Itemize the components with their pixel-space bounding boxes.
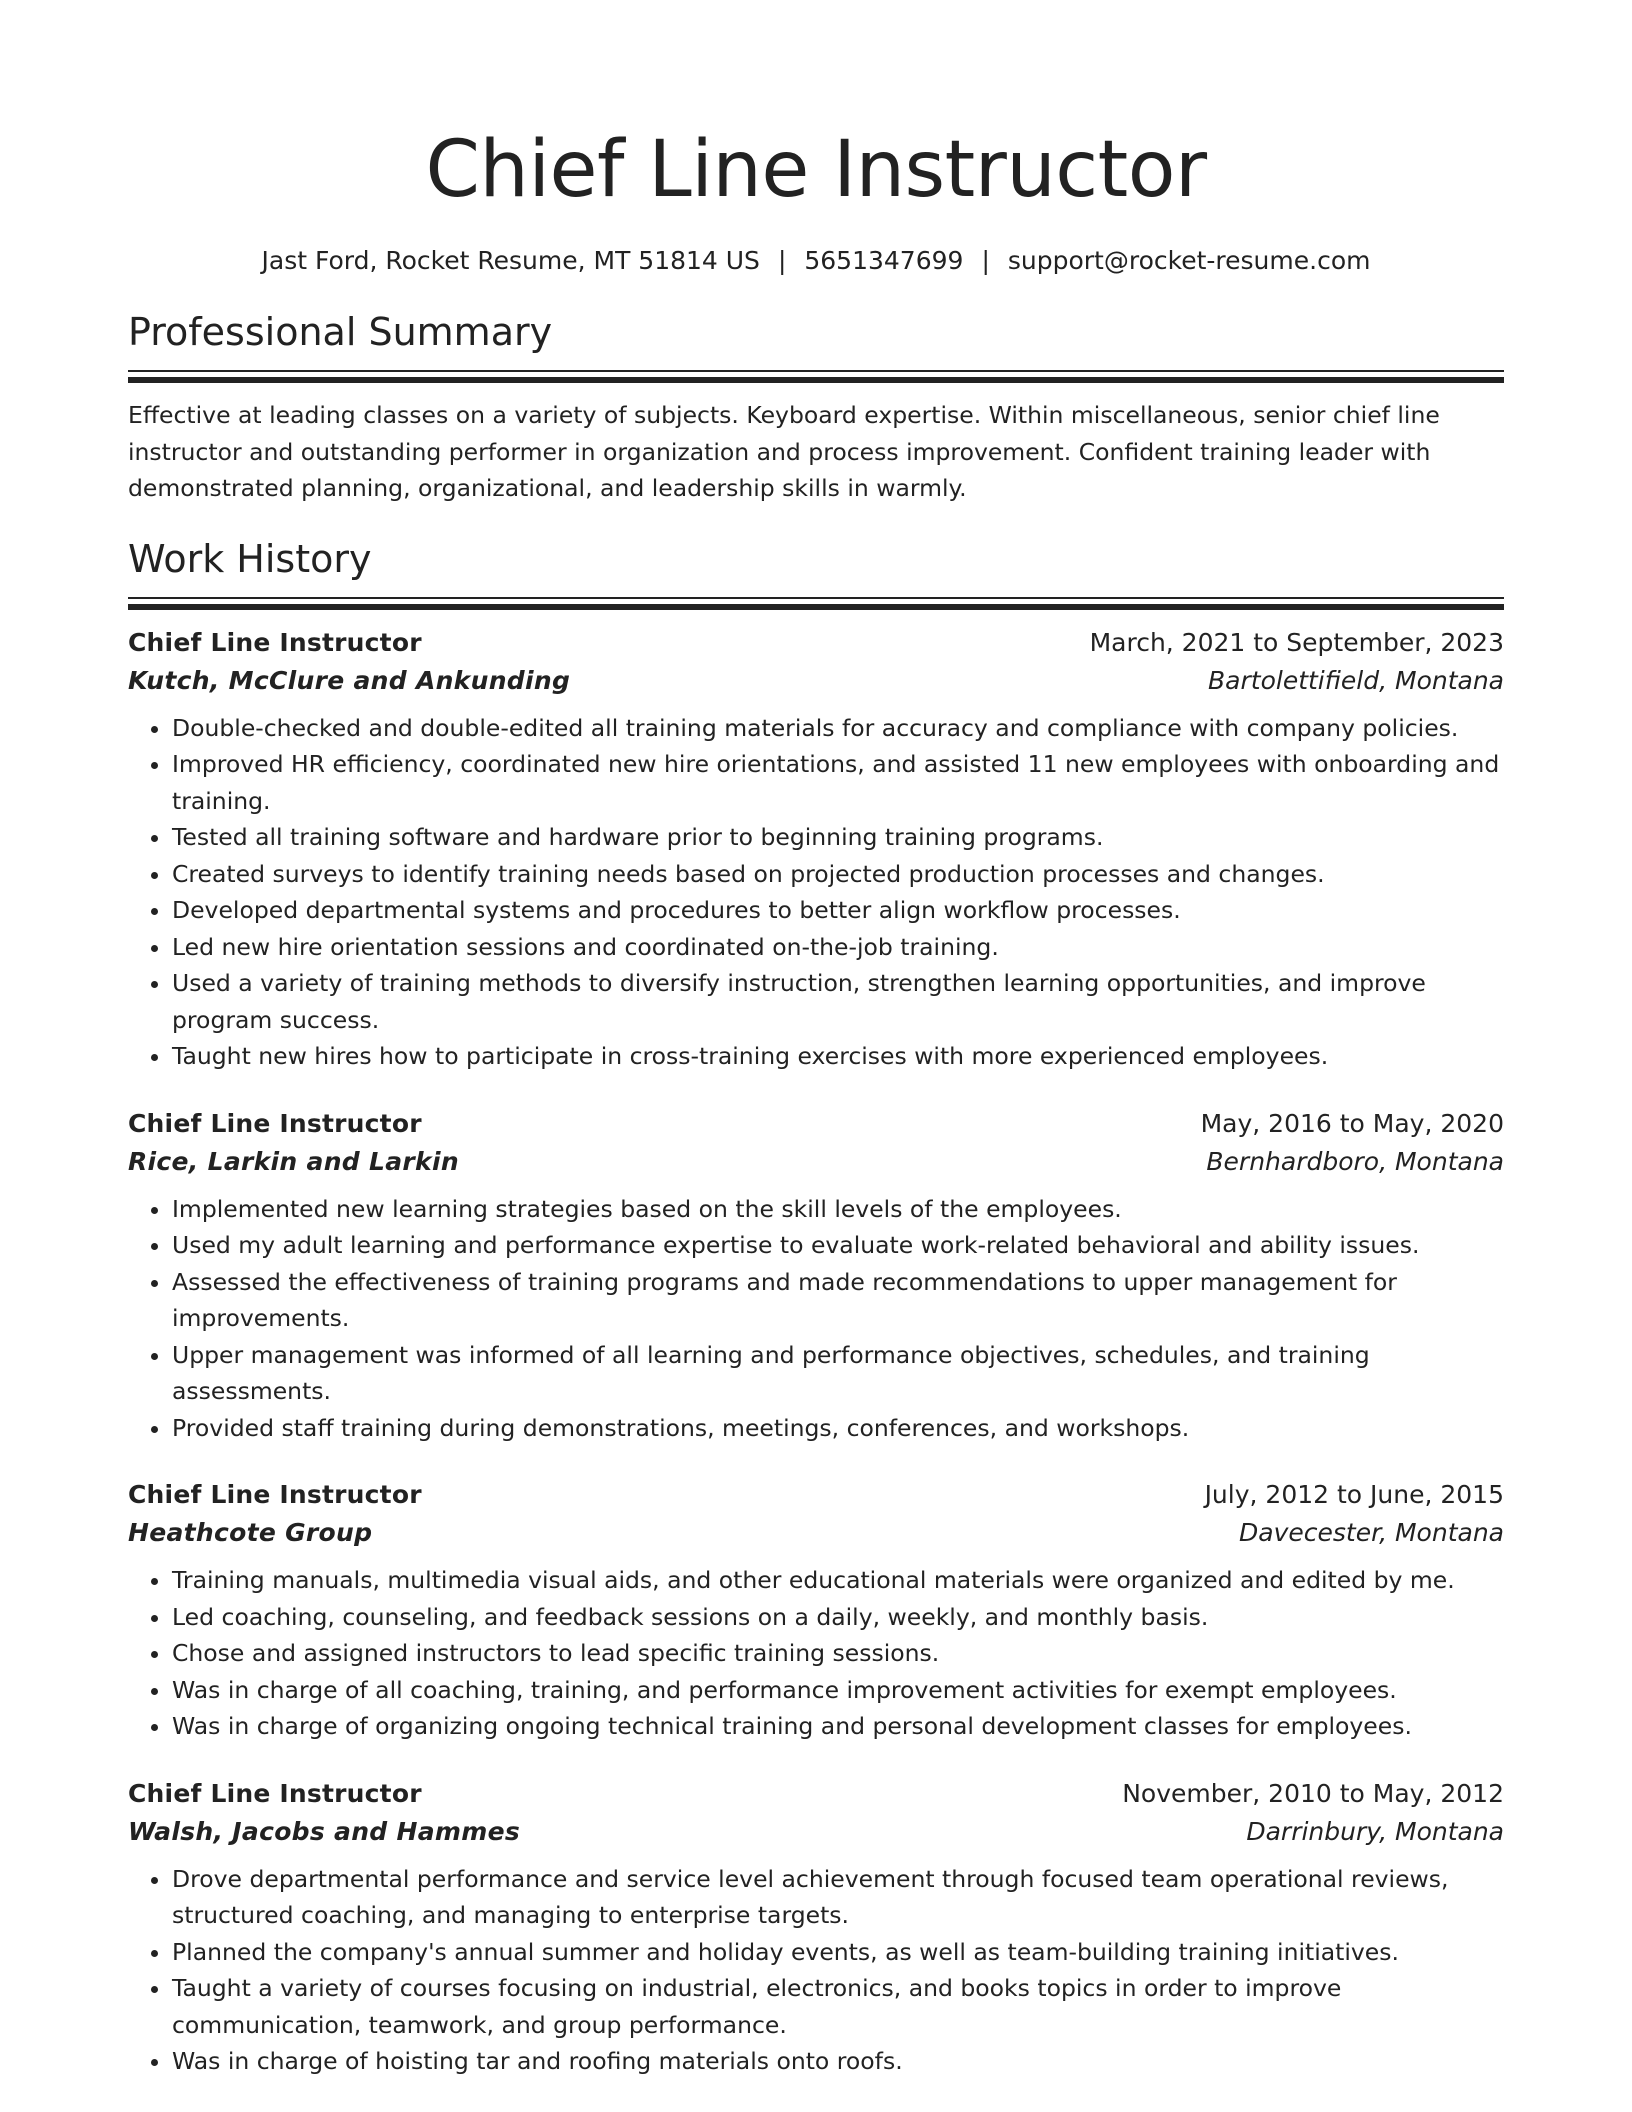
contact-address: Jast Ford, Rocket Resume, MT 51814 US — [261, 246, 760, 275]
candidate-name: Chief Line Instructor — [425, 125, 1207, 215]
list-item: • Was in charge of hoisting tar and roofing materials onto roofs. — [172, 2043, 1504, 2080]
job-entry — [128, 624, 1504, 1075]
list-item: • Used my adult learning and performance expertise to evaluate work-related behavioral and ability issues. — [172, 1227, 1504, 1264]
list-item: • Upper management was informed of all learning and performance objectives, schedules, and training assessments. — [172, 1337, 1504, 1410]
job-title: Chief Line Instructor — [128, 1778, 422, 1808]
job-company: Rice, Larkin and Larkin — [128, 1146, 459, 1176]
work-history-heading: Work History — [128, 536, 372, 581]
job-entry — [128, 1476, 1504, 1745]
job-company: Kutch, McClure and Ankunding — [128, 665, 571, 695]
job-location: Davecester, Montana — [1239, 1518, 1504, 1547]
job-dates: July, 2012 to June, 2015 — [1204, 1480, 1504, 1509]
list-item: • Was in charge of organizing ongoing technical training and personal development classes for employees. — [172, 1708, 1504, 1745]
job-bullets — [128, 1562, 1504, 1745]
list-item: • Led coaching, counseling, and feedback sessions on a daily, weekly, and monthly basis. — [172, 1599, 1504, 1636]
work-history-section — [128, 535, 1504, 2080]
job-bullets — [128, 710, 1504, 1075]
summary-section — [128, 308, 1504, 507]
job-dates: November, 2010 to May, 2012 — [1122, 1778, 1504, 1808]
job-company: Walsh, Jacobs and Hammes — [128, 1816, 521, 1846]
contact-line — [128, 244, 1504, 278]
job-entry — [128, 1775, 1504, 2080]
list-item: • Taught new hires how to participate in cross-training exercises with more experienced employees. — [172, 1038, 1504, 1075]
list-item: • Implemented new learning strategies based on the skill levels of the employees. — [172, 1191, 1504, 1228]
list-item: • Drove departmental performance and service level achievement through focused team operational reviews, structured coaching, and managing to enterprise targets. — [172, 1861, 1504, 1934]
summary-text: Effective at leading classes on a variety of subjects. Keyboard expertise. Within miscellaneous, senior chief line instructor and outstanding performer in organization and process improvement. Confident training leader with demonstrated planning, organizational, and leadership skills in warmly. — [128, 401, 1440, 502]
list-item: • Tested all training software and hardware prior to beginning training programs. — [172, 819, 1504, 856]
job-bullets — [128, 1191, 1504, 1447]
job-company: Heathcote Group — [128, 1518, 373, 1547]
section-divider — [128, 597, 1504, 610]
contact-phone: 5651347699 — [804, 246, 964, 275]
list-item: • Used a variety of training methods to diversify instruction, strengthen learning opportunities, and improve program success. — [172, 965, 1504, 1038]
list-item: • Taught a variety of courses focusing on industrial, electronics, and books topics in order to improve communication, teamwork, and group performance. — [172, 1970, 1504, 2043]
list-item: • Planned the company's annual summer and holiday events, as well as team-building training initiatives. — [172, 1934, 1504, 1971]
job-entry — [128, 1105, 1504, 1447]
list-item: • Was in charge of all coaching, training, and performance improvement activities for exempt employees. — [172, 1672, 1504, 1709]
list-item: • Created surveys to identify training needs based on projected production processes and changes. — [172, 856, 1504, 893]
list-item: • Assessed the effectiveness of training programs and made recommendations to upper management for improvements. — [172, 1264, 1504, 1337]
list-item: • Provided staff training during demonstrations, meetings, conferences, and workshops. — [172, 1410, 1504, 1447]
list-item: • Training manuals, multimedia visual aids, and other educational materials were organized and edited by me. — [172, 1562, 1504, 1599]
job-title: Chief Line Instructor — [128, 1480, 422, 1509]
contact-separator: | — [981, 246, 990, 275]
job-bullets — [128, 1861, 1504, 2080]
job-title: Chief Line Instructor — [128, 1108, 422, 1138]
section-divider — [128, 370, 1504, 383]
contact-email: support@rocket-resume.com — [1007, 246, 1371, 275]
list-item: • Led new hire orientation sessions and coordinated on-the-job training. — [172, 929, 1504, 966]
job-dates: May, 2016 to May, 2020 — [1200, 1108, 1504, 1138]
summary-heading: Professional Summary — [128, 310, 553, 354]
list-item: • Developed departmental systems and procedures to better align workflow processes. — [172, 892, 1504, 929]
contact-separator: | — [777, 246, 787, 275]
list-item: • Double-checked and double-edited all training materials for accuracy and compliance with company policies. — [172, 710, 1504, 747]
job-title: Chief Line Instructor — [128, 627, 422, 657]
job-location: Darrinbury, Montana — [1246, 1816, 1504, 1846]
job-location: Bartolettifield, Montana — [1208, 665, 1504, 695]
list-item: • Improved HR efficiency, coordinated new hire orientations, and assisted 11 new employees with onboarding and training. — [172, 746, 1504, 819]
list-item: • Chose and assigned instructors to lead specific training sessions. — [172, 1635, 1504, 1672]
job-location: Bernhardboro, Montana — [1206, 1146, 1504, 1176]
job-dates: March, 2021 to September, 2023 — [1089, 627, 1504, 657]
